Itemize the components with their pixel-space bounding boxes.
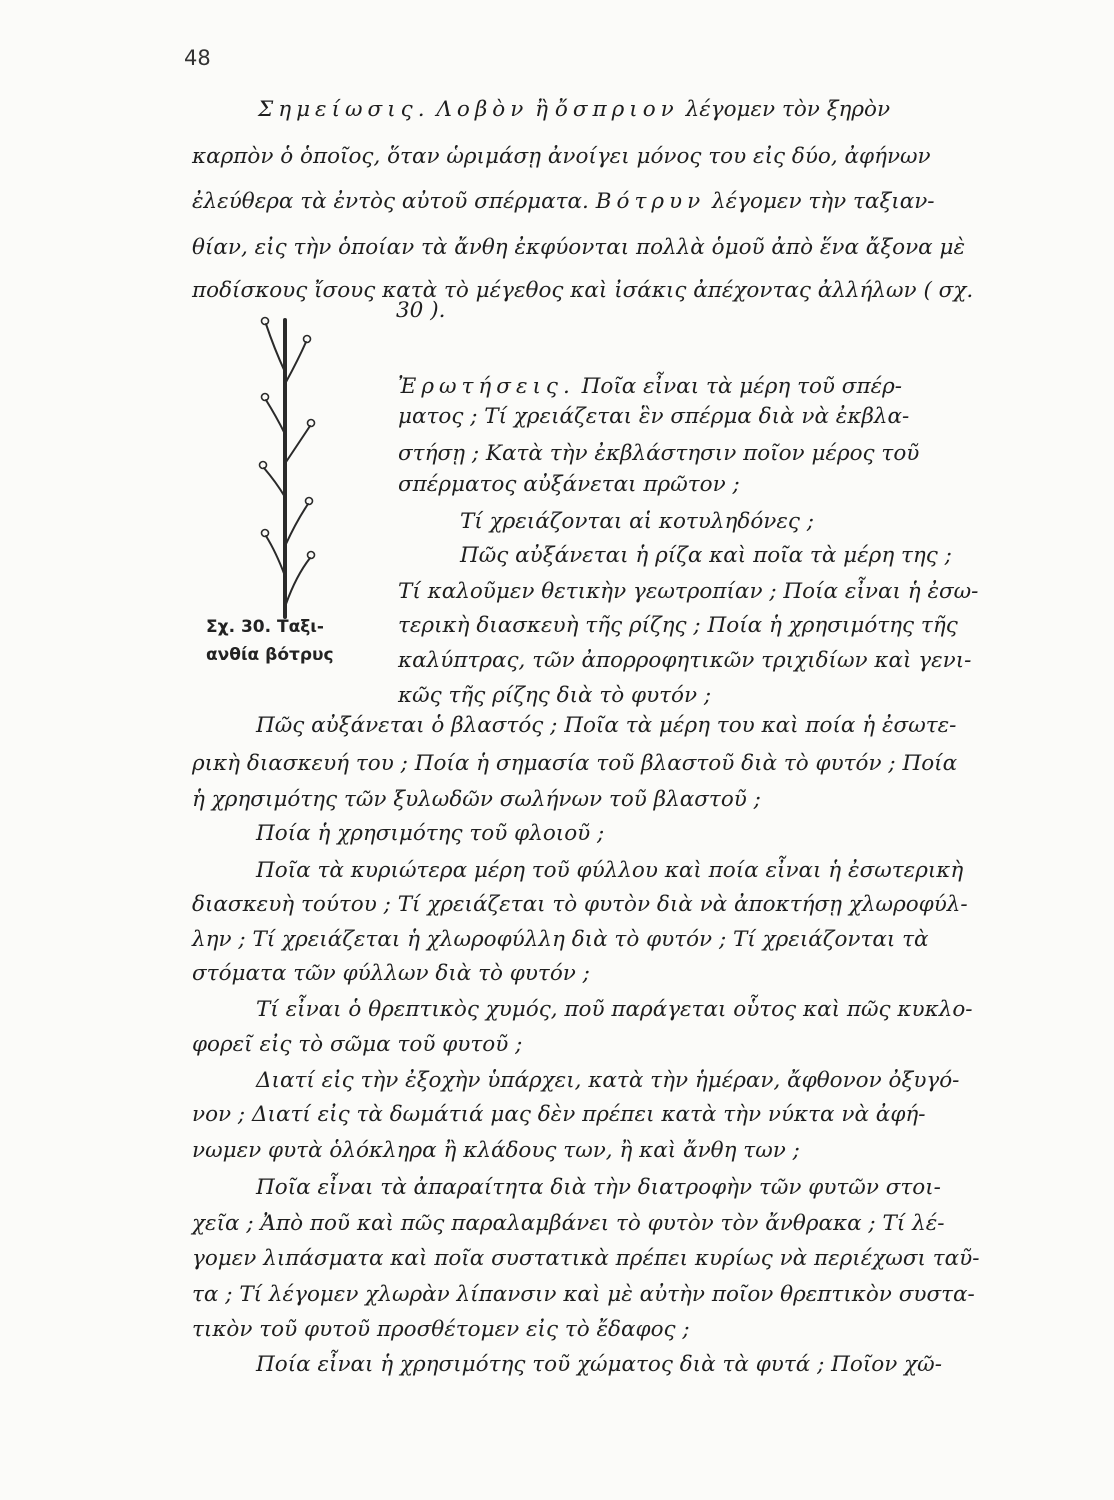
note-line-3-a: ἐλεύθερα τὰ ἐντὸς αὐτοῦ σπέρματα. <box>192 189 589 214</box>
note-line-6: 30 ). <box>396 298 446 323</box>
term-osprion: ὄσπριον <box>554 97 679 122</box>
question-line-1-rest: Ποῖα εἶναι τὰ μέρη τοῦ σπέρ- <box>581 374 903 399</box>
question-line-3: στήσῃ ; Κατὰ τὴν ἐκβλάστησιν ποῖον μέρος τοῦ <box>398 441 920 466</box>
question-line-22: νον ; Διατί εἰς τὰ δωμάτιά μας δὲν πρέπει κατὰ τὴν νύκτα νὰ ἀφή- <box>192 1102 926 1127</box>
question-line-12: ρικὴ διασκευή του ; Ποία ἡ σημασία τοῦ βλαστοῦ διὰ τὸ φυτόν ; Ποία <box>192 751 958 776</box>
question-line-5: Τί χρειάζονται αἱ κοτυληδόνες ; <box>460 509 815 534</box>
note-line-4: θίαν, εἰς τὴν ὁποίαν τὰ ἄνθη ἐκφύονται πολλὰ ὁμοῦ ἀπὸ ἕνα ἄξονα μὲ <box>192 235 966 260</box>
note-eta: ἢ <box>535 97 549 122</box>
question-line-4: σπέρματος αὐξάνεται πρῶτον ; <box>398 472 740 497</box>
question-line-27: τα ; Τί λέγομεν χλωρὰν λίπανσιν καὶ μὲ αὐτὴν ποῖον θρεπτικὸν συστα- <box>192 1282 975 1307</box>
note-line-2: καρπὸν ὁ ὁποῖος, ὅταν ὡριμάσῃ ἀνοίγει μόνος του εἰς δύο, ἀφήνων <box>192 144 931 169</box>
question-line-7: Τί καλοῦμεν θετικὴν γεωτροπίαν ; Ποία εἶναι ἡ ἐσω- <box>398 579 979 604</box>
question-line-10: κῶς τῆς ρίζης διὰ τὸ φυτόν ; <box>398 683 712 708</box>
question-line-2: ματος ; Τί χρειάζεται ἓν σπέρμα διὰ νὰ ἐκβλα- <box>398 404 910 429</box>
question-line-28: τικὸν τοῦ φυτοῦ προσθέτομεν εἰς τὸ ἔδαφος ; <box>192 1317 690 1342</box>
question-line-18: στόματα τῶν φύλλων διὰ τὸ φυτόν ; <box>192 961 590 986</box>
question-line-6: Πῶς αὐξάνεται ἡ ρίζα καὶ ποῖα τὰ μέρη της ; <box>460 543 952 568</box>
question-line-25: χεῖα ; Ἀπὸ ποῦ καὶ πῶς παραλαμβάνει τὸ φυτὸν τὸν ἄνθρακα ; Τί λέ- <box>192 1211 945 1236</box>
question-line-19: Τί εἶναι ὁ θρεπτικὸς χυμός, ποῦ παράγεται οὗτος καὶ πῶς κυκλο- <box>256 997 973 1022</box>
question-line-11: Πῶς αὐξάνεται ὁ βλαστός ; Ποῖα τὰ μέρη του καὶ ποία ἡ ἐσωτε- <box>256 713 957 738</box>
question-line-17: λην ; Τί χρειάζεται ἡ χλωροφύλλη διὰ τὸ φυτόν ; Τί χρειάζονται τὰ <box>192 927 929 952</box>
question-line-29: Ποία εἶναι ἡ χρησιμότης τοῦ χώματος διὰ τὰ φυτά ; Ποῖον χῶ- <box>256 1352 942 1377</box>
note-label: Σημείωσις. <box>258 97 430 122</box>
question-line-15: Ποῖα τὰ κυριώτερα μέρη τοῦ φύλλου καὶ ποία εἶναι ἡ ἐσωτερικὴ <box>256 858 964 883</box>
question-line-23: νωμεν φυτὰ ὁλόκληρα ἢ κλάδους των, ἢ καὶ ἄνθη των ; <box>192 1138 800 1163</box>
page-number: 48 <box>184 46 211 70</box>
figure-caption-line-2: ανθία βότρυς <box>206 645 334 665</box>
question-line-14: Ποία ἡ χρησιμότης τοῦ φλοιοῦ ; <box>256 821 605 846</box>
note-line-1 <box>258 96 890 124</box>
raceme-diagram-icon <box>250 312 330 622</box>
note-line-3-b: λέγομεν τὴν ταξιαν- <box>711 189 935 214</box>
note-line-1-rest: λέγομεν τὸν ξηρὸν <box>685 97 891 122</box>
question-line-8: τερικὴ διασκευὴ τῆς ρίζης ; Ποία ἡ χρησιμότης τῆς <box>398 613 958 638</box>
question-line-9: καλύπτρας, τῶν ἀπορροφητικῶν τριχιδίων καὶ γενι- <box>398 648 972 673</box>
question-line-26: γομεν λιπάσματα καὶ ποῖα συστατικὰ πρέπει κυρίως νὰ περιέχωσι ταῦ- <box>192 1246 980 1271</box>
note-line-5: ποδίσκους ἴσους κατὰ τὸ μέγεθος καὶ ἰσάκις ἀπέχοντας ἀλλήλων ( σχ. <box>192 278 974 303</box>
questions-label: Ἐρωτήσεις. <box>398 374 575 399</box>
question-line-1 <box>398 373 902 401</box>
note-line-3 <box>192 188 935 216</box>
question-line-13: ἡ χρησιμότης τῶν ξυλωδῶν σωλήνων τοῦ βλαστοῦ ; <box>192 787 761 812</box>
question-line-24: Ποῖα εἶναι τὰ ἀπαραίτητα διὰ τὴν διατροφὴν τῶν φυτῶν στοι- <box>256 1175 941 1200</box>
term-botrys: Βότρυν <box>595 189 706 214</box>
question-line-21: Διατί εἰς τὴν ἐξοχὴν ὑπάρχει, κατὰ τὴν ἡμέραν, ἄφθονον ὀξυγό- <box>256 1068 960 1093</box>
question-line-16: διασκευὴ τούτου ; Τί χρειάζεται τὸ φυτὸν διὰ νὰ ἀποκτήσῃ χλωροφύλ- <box>192 892 968 917</box>
question-line-20: φορεῖ εἰς τὸ σῶμα τοῦ φυτοῦ ; <box>192 1032 523 1057</box>
term-lobon: Λοβὸν <box>436 97 529 122</box>
figure-caption-line-1: Σχ. 30. Ταξι- <box>206 617 324 637</box>
